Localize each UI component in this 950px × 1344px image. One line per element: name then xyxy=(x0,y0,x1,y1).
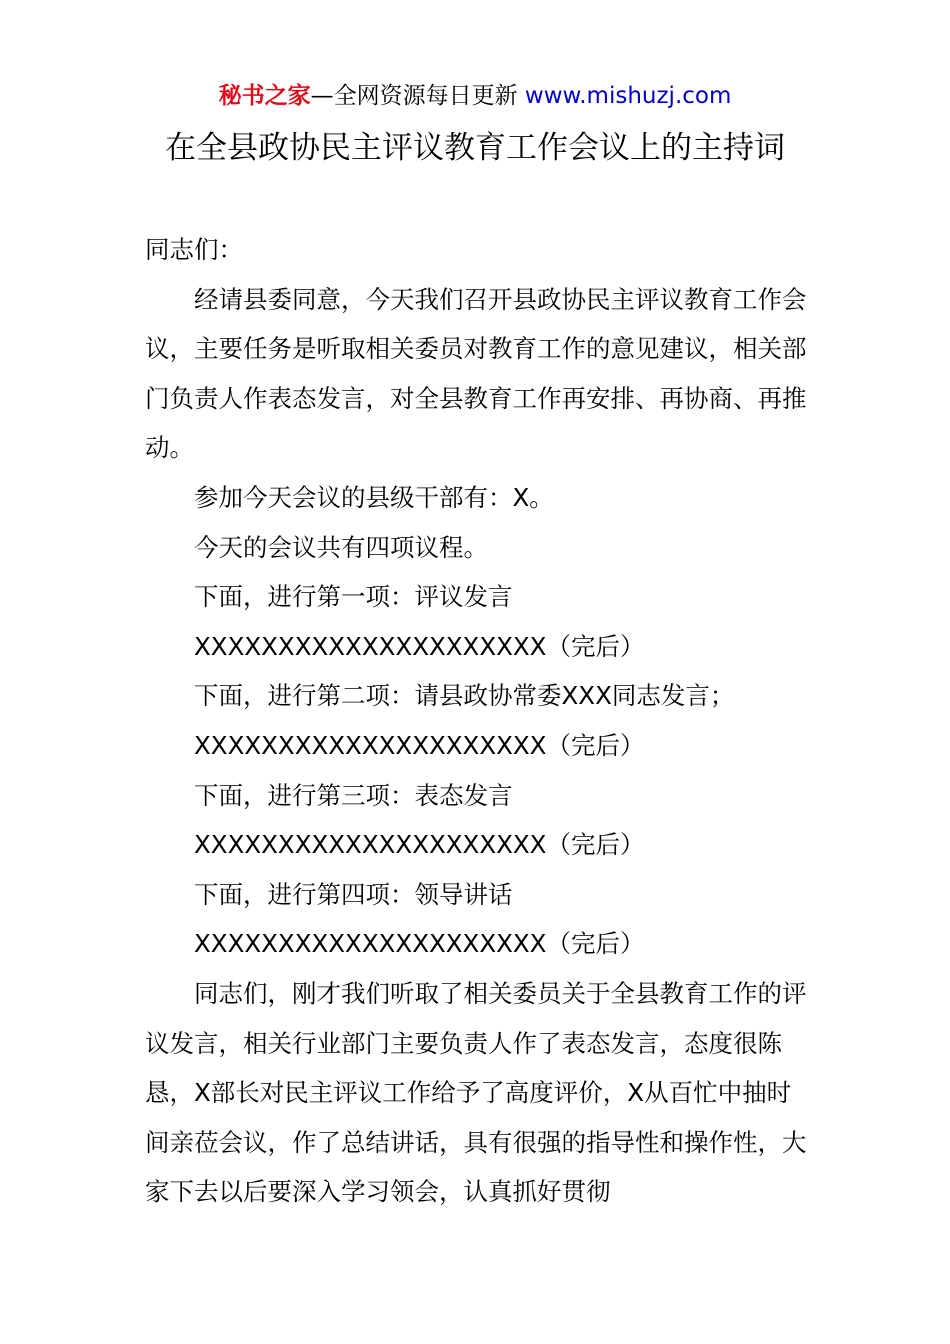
salutation: 同志们： xyxy=(145,235,243,264)
document-title: 在全县政协民主评议教育工作会议上的主持词 xyxy=(165,130,785,166)
agenda-item-4-placeholder: XXXXXXXXXXXXXXXXXXXXX（完后） xyxy=(194,929,645,959)
paragraph-intro: 经请县委同意，今天我们召开县政协民主评议教育工作会议，主要任务是听取相关委员对教育工作的意见建议，相关部门负责人作表态发言，对全县教育工作再安排、再协商、再推动。 xyxy=(145,284,807,463)
agenda-item-2-placeholder: XXXXXXXXXXXXXXXXXXXXX（完后） xyxy=(194,730,645,760)
agenda-item-1-placeholder: XXXXXXXXXXXXXXXXXXXXX（完后） xyxy=(194,631,645,661)
agenda-item-4: 下面，进行第四项：领导讲话 xyxy=(194,879,513,909)
paragraph-summary: 同志们，刚才我们听取了相关委员关于全县教育工作的评议发言，相关行业部门主要负责人作了表态发言，态度很陈恳，X部长对民主评议工作给予了高度评价，X从百忙中抽时间亲莅会议，作了总结讲话，具有很强的指导性和操作性，大家下去以后要深入学习领会，认真抓好贯彻 xyxy=(145,978,807,1207)
paragraph-attendees: 参加今天会议的县级干部有：X。 xyxy=(194,482,554,512)
header-tagline: —全网资源每日更新 xyxy=(310,83,525,109)
brand-name: 秘书之家 xyxy=(218,83,311,109)
site-header xyxy=(0,80,950,112)
site-url-link[interactable]: www.mishuzj.com xyxy=(524,83,732,109)
agenda-item-3-placeholder: XXXXXXXXXXXXXXXXXXXXX（完后） xyxy=(194,830,645,860)
agenda-item-1: 下面，进行第一项：评议发言 xyxy=(194,582,513,612)
agenda-item-3: 下面，进行第三项：表态发言 xyxy=(194,780,513,810)
paragraph-agenda: 今天的会议共有四项议程。 xyxy=(194,532,488,562)
agenda-item-2: 下面，进行第二项：请县政协常委XXX同志发言； xyxy=(194,681,735,711)
document-body xyxy=(145,225,810,1217)
